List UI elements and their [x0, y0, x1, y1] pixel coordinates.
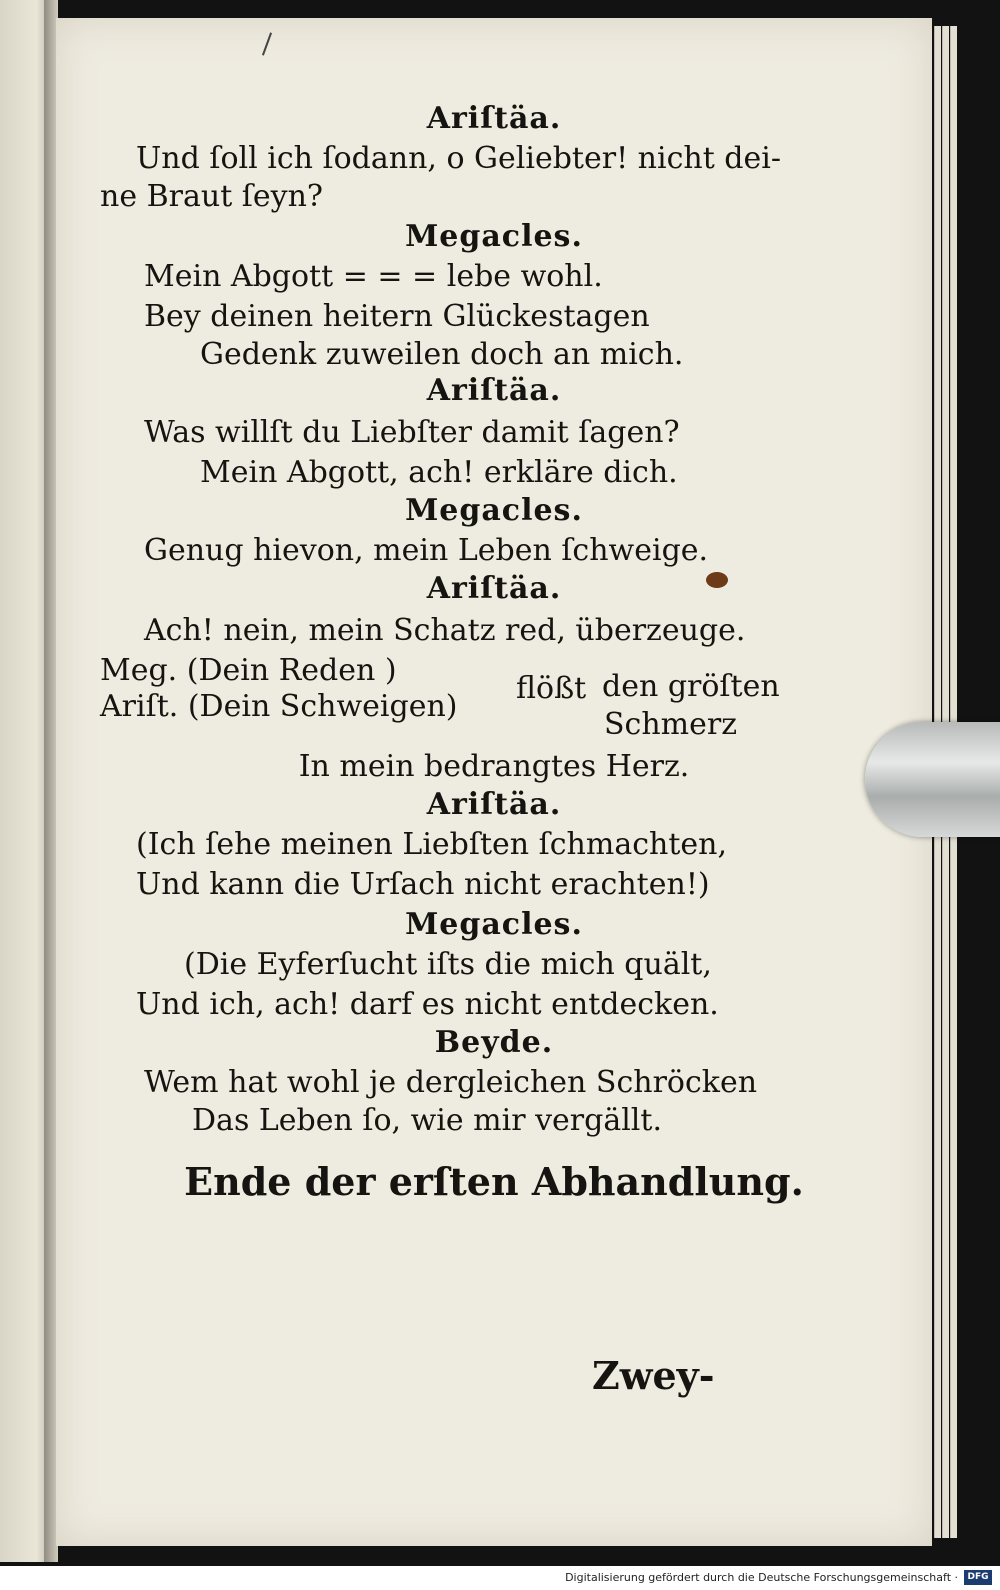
verse-line: Gedenk zuweilen doch an mich. — [200, 337, 684, 372]
page-clip — [865, 722, 1000, 837]
verse-line: Bey deinen heitern Glückestagen — [144, 299, 650, 334]
verse-line: Genug hievon, mein Leben ſchweige. — [144, 533, 709, 568]
duet-shared-verb: flößt — [516, 671, 587, 706]
duet-shared-object: den gröſten — [602, 669, 780, 704]
verse-line: Mein Abgott, ach! erkläre dich. — [200, 455, 678, 490]
dfg-logo-icon: DFG — [964, 1570, 992, 1585]
speaker-heading: Ariſtäa. — [426, 101, 562, 136]
funding-credit: Digitalisierung gefördert durch die Deutsche Forschungsgemeinschaft · — [565, 1571, 958, 1584]
verse-line: Was willſt du Liebſter damit ſagen? — [144, 415, 680, 450]
speaker-heading: Megacles. — [405, 907, 583, 942]
duet-line-aristaea: Ariſt. (Dein Schweigen) — [100, 689, 458, 724]
speaker-heading: Ariſtäa. — [426, 571, 562, 606]
page-text — [56, 18, 932, 1546]
verse-line: Und ſoll ich ſodann, o Geliebter! nicht dei- — [136, 141, 781, 176]
duet-shared-object: Schmerz — [604, 707, 738, 742]
verse-line: (Die Eyferſucht iſts die mich quält, — [184, 947, 712, 982]
catchword: Zwey- — [592, 1353, 715, 1398]
verse-line: Und ich, ach! darf es nicht entdecken. — [136, 987, 719, 1022]
verse-line: Das Leben ſo, wie mir vergällt. — [192, 1103, 662, 1138]
verse-line: In mein bedrangtes Herz. — [298, 749, 690, 784]
verse-line: Und kann die Urſach nicht erachten!) — [136, 867, 710, 902]
speaker-heading: Megacles. — [405, 219, 583, 254]
verse-line: Mein Abgott = = = lebe wohl. — [144, 259, 603, 294]
ink-stain — [706, 572, 728, 588]
pencil-mark — [262, 32, 272, 55]
act-ending: Ende der erſten Abhandlung. — [184, 1159, 804, 1204]
speaker-heading: Megacles. — [405, 493, 583, 528]
verse-line: Ach! nein, mein Schatz red, überzeuge. — [144, 613, 746, 648]
speaker-heading: Ariſtäa. — [426, 787, 562, 822]
verse-line: Wem hat wohl je dergleichen Schröcken — [144, 1065, 758, 1100]
book-page — [56, 18, 932, 1546]
footer-bar — [0, 1566, 1000, 1590]
verse-line: ne Braut ſeyn? — [100, 179, 324, 214]
speaker-heading: Ariſtäa. — [426, 373, 562, 408]
verse-line: (Ich ſehe meinen Liebſten ſchmachten, — [136, 827, 728, 862]
speaker-heading: Beyde. — [434, 1025, 554, 1060]
duet-line-megacles: Meg. (Dein Reden ) — [100, 653, 397, 688]
